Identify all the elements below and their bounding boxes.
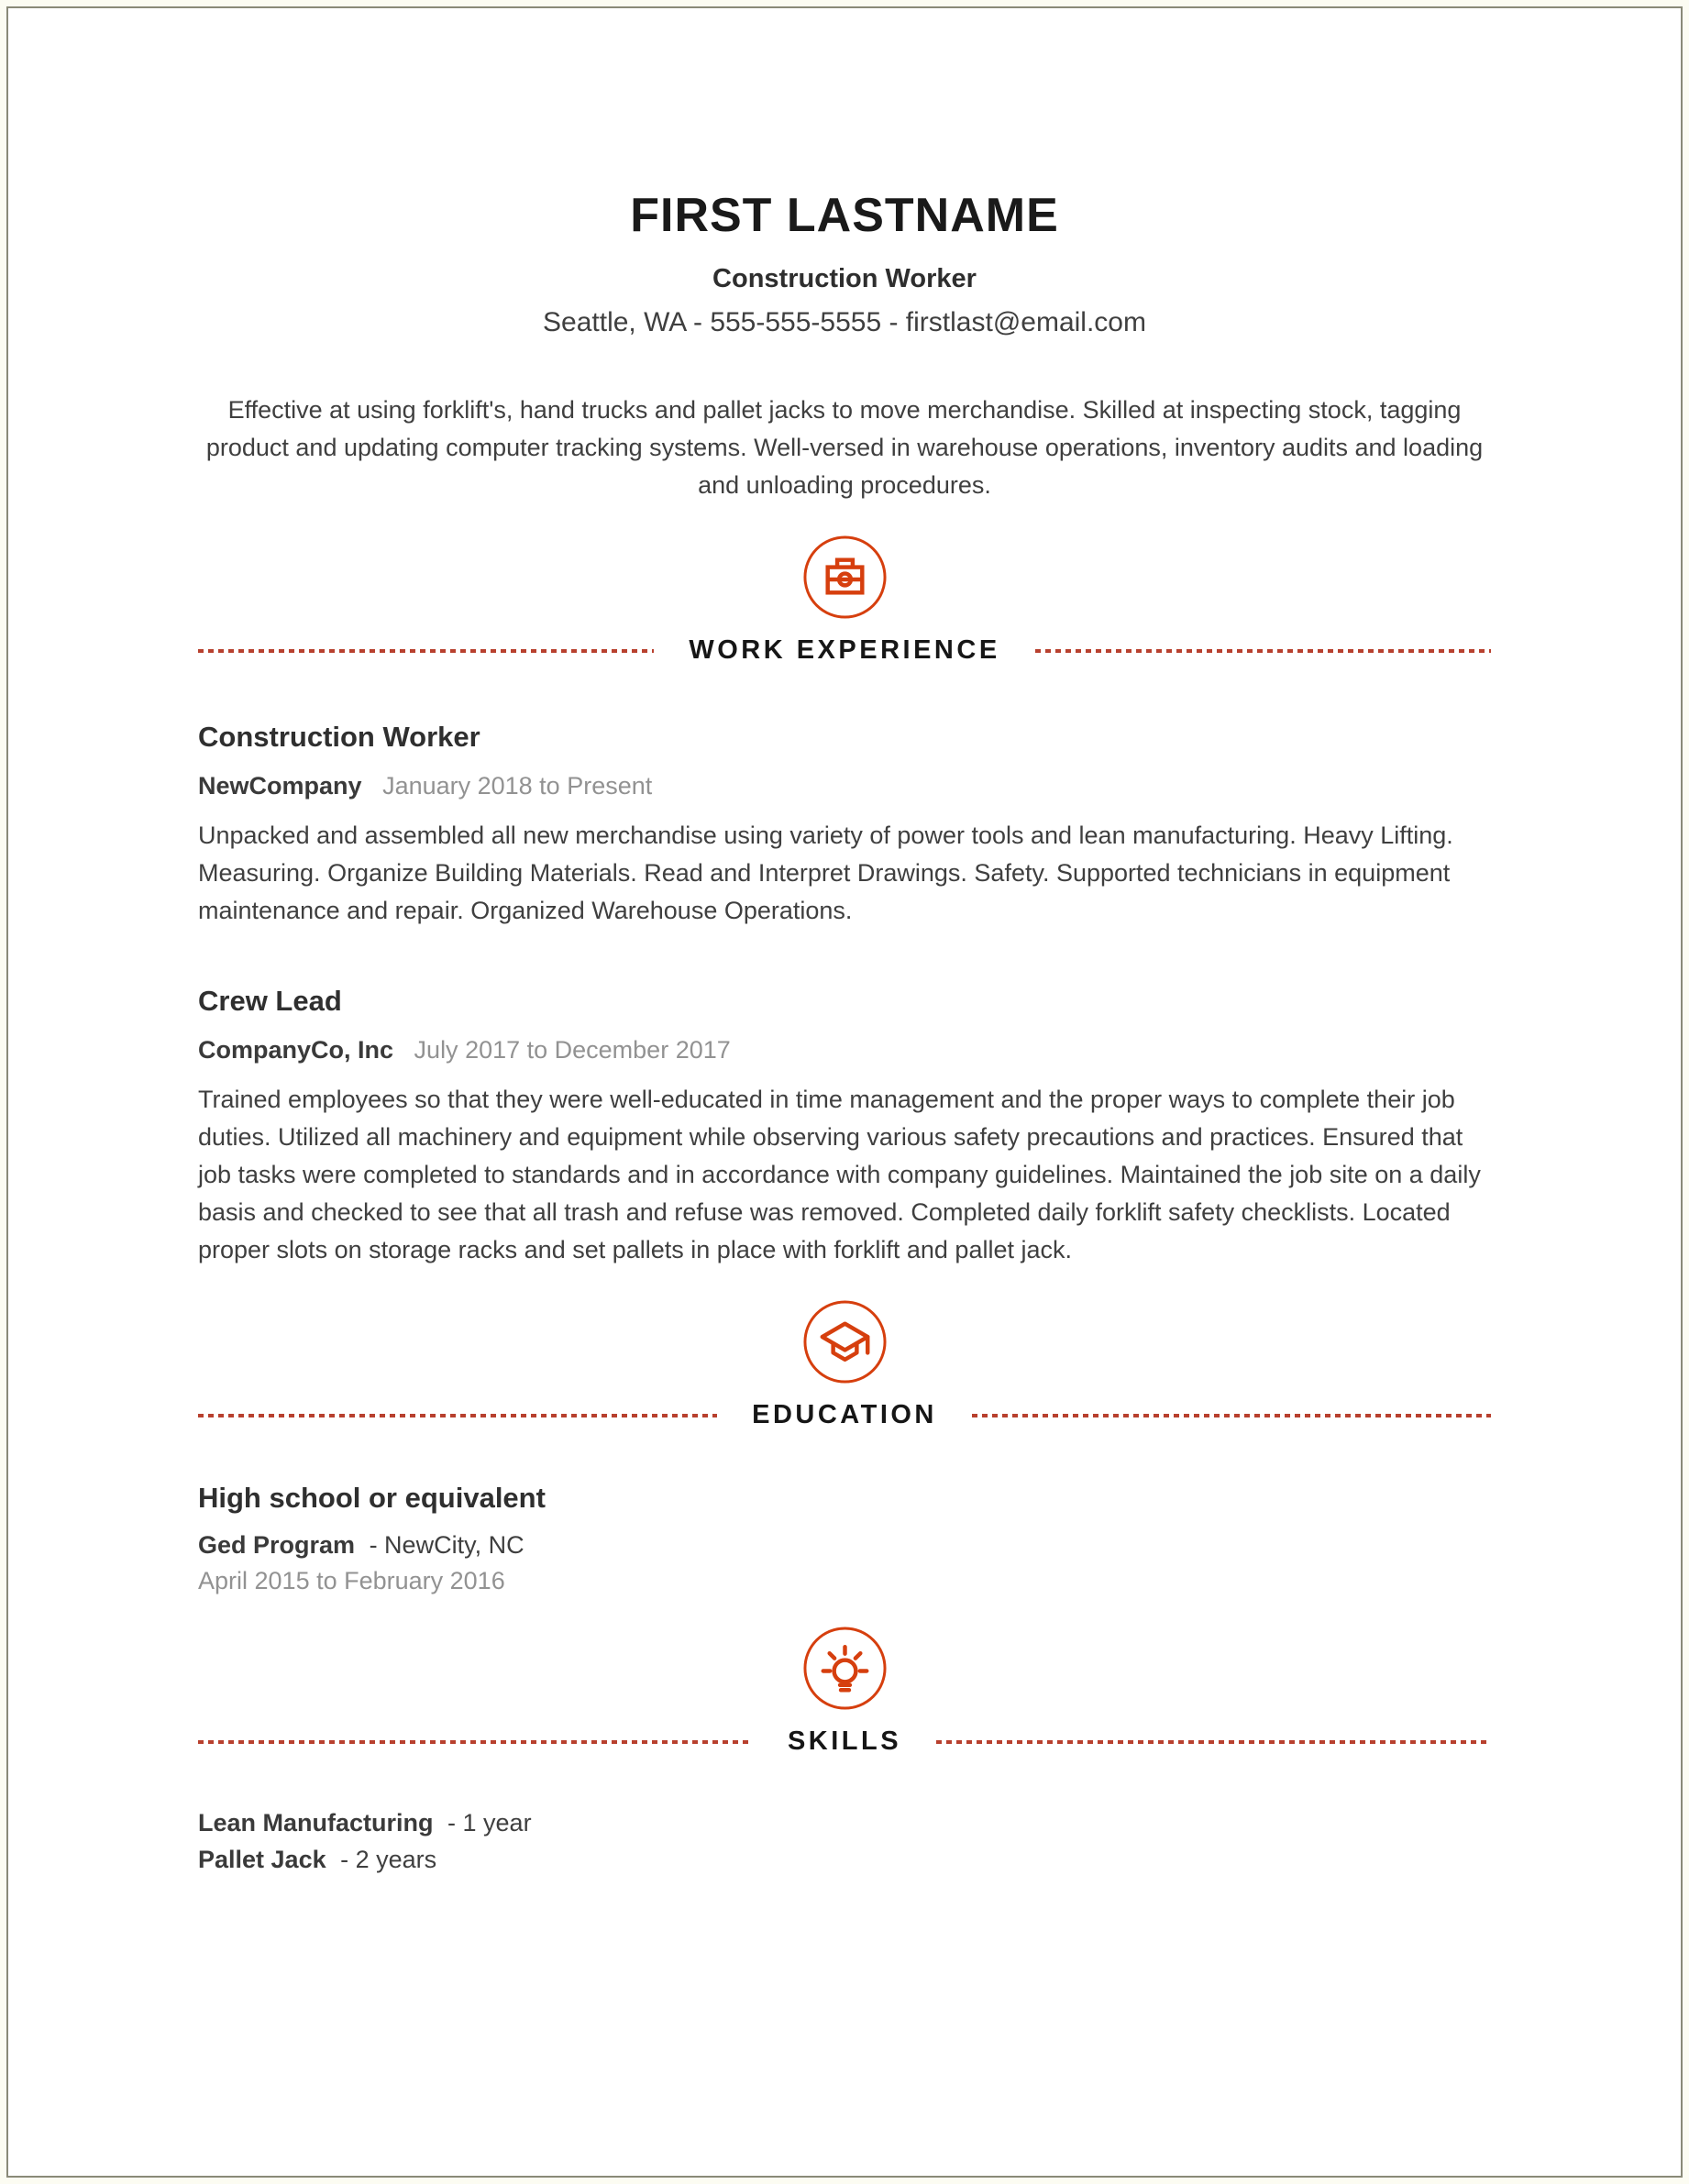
resume-header <box>198 190 1491 504</box>
job-company: NewCompany <box>198 772 362 800</box>
contact-line: Seattle, WA - 555-555-5555 - firstlast@email.com <box>543 307 1146 338</box>
dashed-rule-left <box>198 649 654 653</box>
job-meta <box>198 1036 1491 1064</box>
education-program: Ged Program <box>198 1531 356 1560</box>
dashed-rule-left <box>198 1740 753 1744</box>
work-section-rule-row <box>198 635 1491 666</box>
education-entry <box>198 1482 1491 1595</box>
skill-duration: - 2 years <box>340 1846 437 1874</box>
skill-item <box>198 1804 1491 1841</box>
summary-paragraph: Effective at using forklift's, hand trucks and pallet jacks to move merchandise. Skilled at inspecting stock, tagging product and updating computer tracking systems. Well-versed in warehouse operations, inventory audits and loading and unloading procedures. <box>205 396 1484 500</box>
job-dates: July 2017 to December 2017 <box>414 1036 731 1064</box>
job-company: CompanyCo, Inc <box>198 1036 394 1064</box>
job-entry <box>198 985 1491 1269</box>
person-name: FIRST LASTNAME <box>630 189 1059 242</box>
job-description: Trained employees so that they were well-educated in time management and the proper ways to complete their job duties. Utilized all machinery and equipment while observing various safety precautions and practices. Ensured that job tasks were completed to standards and in accordance with company guidelines. Maintained the job site on a daily basis and checked to see that all trash and refuse was removed. Completed daily forklift safety checklists. Located proper slots on storage racks and set pallets in place with forklift and pallet jack. <box>198 1086 1481 1264</box>
briefcase-icon <box>801 534 889 621</box>
person-job-title: Construction Worker <box>712 264 977 294</box>
dashed-rule-right <box>972 1414 1491 1417</box>
education-section-head <box>198 1298 1491 1430</box>
resume-page <box>6 6 1683 2178</box>
work-section-label: WORK EXPERIENCE <box>689 635 1000 666</box>
skill-duration: - 1 year <box>447 1809 532 1837</box>
job-dates: January 2018 to Present <box>382 772 653 800</box>
skills-list <box>198 1804 1491 1878</box>
skills-section-head <box>198 1625 1491 1757</box>
education-program-line <box>198 1531 1491 1560</box>
skill-name: Pallet Jack <box>198 1846 326 1874</box>
education-dates: April 2015 to February 2016 <box>198 1567 505 1595</box>
skills-section-label: SKILLS <box>787 1726 902 1757</box>
graduation-cap-icon <box>801 1298 889 1385</box>
education-section-label: EDUCATION <box>752 1400 937 1430</box>
dashed-rule-left <box>198 1414 717 1417</box>
resume-content <box>198 8 1491 1878</box>
education-degree: High school or equivalent <box>198 1482 546 1515</box>
job-title: Construction Worker <box>198 721 480 754</box>
work-experience-section-head <box>198 534 1491 666</box>
skill-item <box>198 1841 1491 1878</box>
dashed-rule-right <box>936 1740 1491 1744</box>
skills-section-rule-row <box>198 1726 1491 1757</box>
dashed-rule-right <box>1035 649 1491 653</box>
education-location: - NewCity, NC <box>369 1531 524 1560</box>
job-title: Crew Lead <box>198 985 342 1018</box>
lightbulb-icon <box>801 1625 889 1712</box>
skill-name: Lean Manufacturing <box>198 1809 434 1837</box>
education-section-rule-row <box>198 1400 1491 1430</box>
job-meta <box>198 772 1491 800</box>
job-description: Unpacked and assembled all new merchandise using variety of power tools and lean manufacturing. Heavy Lifting. Measuring. Organize Building Materials. Read and Interpret Drawings. Safety. Supported technicians in equipment maintenance and repair. Organized Warehouse Operations. <box>198 822 1453 925</box>
job-entry <box>198 721 1491 930</box>
